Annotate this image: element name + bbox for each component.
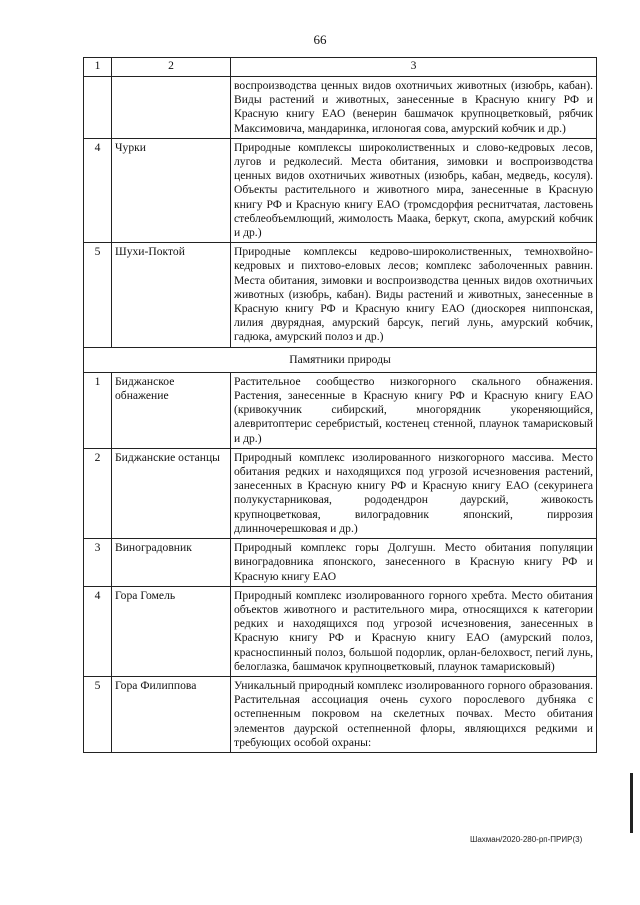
table-row xyxy=(84,77,597,139)
row-name: Биджанские останцы xyxy=(112,448,231,538)
header-col-2: 2 xyxy=(112,58,231,77)
table-header-row xyxy=(84,58,597,77)
row-number: 5 xyxy=(84,676,112,752)
row-name: Шухи-Поктой xyxy=(112,243,231,347)
row-name: Виноградовник xyxy=(112,539,231,587)
table-row xyxy=(84,243,597,347)
header-col-1: 1 xyxy=(84,58,112,77)
row-number: 3 xyxy=(84,539,112,587)
row-description: Природный комплекс изолированного низкогорного массива. Место обитания редких и находящихся под угрозой исчезновения растений, занесенных в Красную книгу РФ и Красную книгу ЕАО (секуринега полукустарниковая, рододендрон даурский, живокость крупноцветковая, вилоградовник японский, пиррозия длинночерешковая и др.) xyxy=(231,448,597,538)
row-description: Растительное сообщество низкогорного скального обнажения. Растения, занесенные в Красную книгу РФ и Красную книгу ЕАО (кривокучник сибирский, многорядник укореняющийся, алевритоптерис серебристый, костенец стенной, плаунок тамарисковый и др.) xyxy=(231,372,597,448)
scan-edge-mark xyxy=(630,773,633,833)
protected-areas-table xyxy=(83,57,597,753)
row-name: Чурки xyxy=(112,138,231,242)
row-number: 4 xyxy=(84,586,112,676)
row-number xyxy=(84,77,112,139)
row-name: Гора Филиппова xyxy=(112,676,231,752)
table-row xyxy=(84,586,597,676)
row-number: 2 xyxy=(84,448,112,538)
row-number: 4 xyxy=(84,138,112,242)
row-description: Природные комплексы кедрово-широколиственных, темнохвойно-кедровых и пихтово-еловых лесов; комплекс заболоченных равнин. Места обитания, зимовки и воспроизводства ценных видов охотничьих животных (изюбрь, кабан). Виды растений и животных, занесенные в Красную книгу РФ и Красную книгу ЕАО (диоскорея ниппонская, лилия двурядная, амурский барсук, пегий лунь, амурский кобчик, гадюка, амурский полоз и др.) xyxy=(231,243,597,347)
row-description: Уникальный природный комплекс изолированного горного образования. Растительная ассоциация очень сухого порослевого дубняка с остепненным покровом на скелетных почвах. Место обитания элементов даурской остепненной флоры, являющихся редкими и требующих особой охраны: xyxy=(231,676,597,752)
table-row xyxy=(84,138,597,242)
table-row xyxy=(84,539,597,587)
row-name xyxy=(112,77,231,139)
document-code: Шахман/2020-280-рп-ПРИР(3) xyxy=(470,835,583,844)
row-name: Гора Гомель xyxy=(112,586,231,676)
table-row xyxy=(84,448,597,538)
row-description: воспроизводства ценных видов охотничьих животных (изюбрь, кабан). Виды растений и животных, занесенные в Красную книгу РФ и Красную книгу ЕАО (венерин башмачок крупноцветковый, рябчик Максимовича, мандаринка, иглоногая сова, амурский кобчик и др.) xyxy=(231,77,597,139)
page-number: 66 xyxy=(313,32,327,47)
row-description: Природный комплекс горы Долгушн. Место обитания популяции виноградовника японского, занесенного в Красную книгу РФ и Красную книгу ЕАО xyxy=(231,539,597,587)
table-row xyxy=(84,676,597,752)
section-row xyxy=(84,347,597,372)
row-name: Биджанское обнажение xyxy=(112,372,231,448)
row-description: Природный комплекс изолированного горного хребта. Место обитания объектов животного и растительного мира, относящихся к категории редких и находящихся под угрозой исчезновения, занесенных в Красную книгу РФ и Красную книгу ЕАО (амурский полоз, красноспинный полоз, большой подорлик, орлан-белохвост, пегий лунь, белоглазка, башмачок крупноцветковый, плаунок тамарисковый) xyxy=(231,586,597,676)
header-col-3: 3 xyxy=(231,58,597,77)
row-number: 1 xyxy=(84,372,112,448)
row-description: Природные комплексы широколиственных и слово-кедровых лесов, лугов и редколесий. Места обитания, зимовки и воспроизводства ценных видов охотничьих животных (изюбрь, кабан, медведь, косуля). Объекты растительного и животного мира, занесенные в Красную книгу РФ и Красную книгу ЕАО (тромсдорфия реснитчатая, ластовень стеблеобъемлющий, жимолость Маака, беркут, скопа, амурский кобчик и др.) xyxy=(231,138,597,242)
row-number: 5 xyxy=(84,243,112,347)
table-row xyxy=(84,372,597,448)
section-title: Памятники природы xyxy=(84,347,597,372)
